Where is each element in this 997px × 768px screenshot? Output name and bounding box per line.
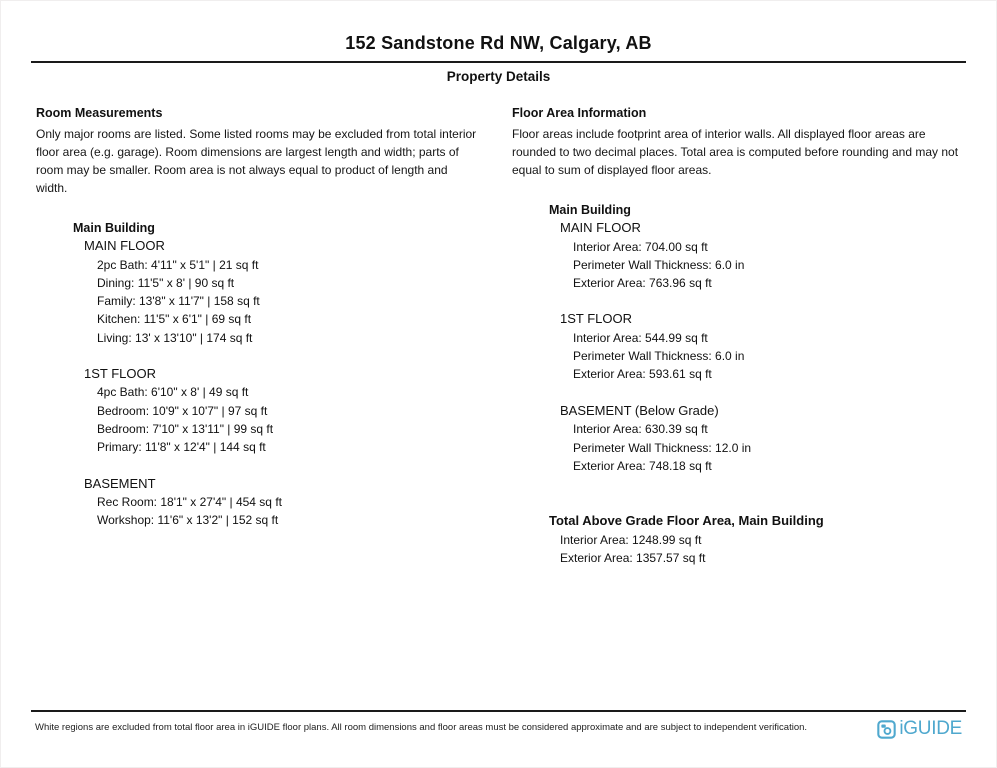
floor-group-1st-floor <box>84 365 477 457</box>
area-item: Exterior Area: 593.61 sq ft <box>573 367 712 382</box>
area-item: Perimeter Wall Thickness: 12.0 in <box>573 440 752 455</box>
room-item: Bedroom: 10'9" x 10'7" | 97 sq ft <box>97 403 268 418</box>
floor-name: BASEMENT <box>84 475 156 491</box>
room-measurements-heading: Room Measurements <box>36 106 163 120</box>
content-columns <box>36 105 966 567</box>
area-item: Interior Area: 630.39 sq ft <box>573 422 708 437</box>
floor-area-description: Floor areas include footprint area of interior walls. All displayed floor areas are rounded to two decimal places. Total area is computed before rounding and may not equal to sum of displayed floor areas. <box>512 127 959 177</box>
area-group-basement <box>560 402 966 475</box>
area-item: Interior Area: 704.00 sq ft <box>573 239 708 254</box>
iguide-camera-icon <box>877 720 896 739</box>
floor-area-heading: Floor Area Information <box>512 106 647 120</box>
area-group-main-floor <box>560 219 966 292</box>
floor-area-building <box>549 201 966 475</box>
room-item: Workshop: 11'6" x 13'2" | 152 sq ft <box>97 513 279 528</box>
header-divider <box>31 61 966 63</box>
area-item: Interior Area: 544.99 sq ft <box>573 330 708 345</box>
page-subtitle: Property Details <box>446 69 551 84</box>
room-item: Kitchen: 11'5" x 6'1" | 69 sq ft <box>97 312 252 327</box>
room-measurements-building <box>73 219 477 530</box>
floor-name: BASEMENT (Below Grade) <box>560 402 719 418</box>
area-item: Perimeter Wall Thickness: 6.0 in <box>573 257 745 272</box>
floor-area-section <box>512 105 966 567</box>
building-name: Main Building <box>73 221 155 235</box>
room-item: Rec Room: 18'1" x 27'4" | 454 sq ft <box>97 495 282 510</box>
room-item: 2pc Bath: 4'11" x 5'1" | 21 sq ft <box>97 257 259 272</box>
total-above-grade-block <box>549 512 966 567</box>
floor-name: MAIN FLOOR <box>560 220 641 235</box>
room-item: Primary: 11'8" x 12'4" | 144 sq ft <box>97 440 266 455</box>
room-item: Living: 13' x 13'10" | 174 sq ft <box>97 330 253 345</box>
document-footer <box>31 710 966 739</box>
area-item: Exterior Area: 748.18 sq ft <box>573 458 712 473</box>
area-item: Exterior Area: 763.96 sq ft <box>573 276 712 291</box>
building-name: Main Building <box>549 203 631 217</box>
floor-name: MAIN FLOOR <box>84 238 165 253</box>
room-item: Dining: 11'5" x 8' | 90 sq ft <box>97 275 235 290</box>
room-item: Bedroom: 7'10" x 13'11" | 99 sq ft <box>97 422 274 437</box>
iguide-logo <box>877 719 962 739</box>
page-title: 152 Sandstone Rd NW, Calgary, AB <box>345 33 652 53</box>
room-measurements-description: Only major rooms are listed. Some listed rooms may be excluded from total interior floor area (e.g. garage). Room dimensions are largest length and width; parts of room may be smaller. Room area is not always equal to product of length and width. <box>36 127 477 195</box>
floor-group-main-floor <box>84 237 477 347</box>
floor-name: 1ST FLOOR <box>560 311 633 327</box>
room-item: Family: 13'8" x 11'7" | 158 sq ft <box>97 294 260 309</box>
total-item: Interior Area: 1248.99 sq ft <box>560 532 702 547</box>
floor-name: 1ST FLOOR <box>84 365 157 381</box>
total-heading: Total Above Grade Floor Area, Main Building <box>549 513 824 529</box>
room-measurements-section <box>36 105 477 567</box>
room-item: 4pc Bath: 6'10" x 8' | 49 sq ft <box>97 385 249 400</box>
area-item: Perimeter Wall Thickness: 6.0 in <box>573 349 745 364</box>
area-group-1st-floor <box>560 310 966 383</box>
iguide-logo-text: iGUIDE <box>899 718 962 739</box>
document-header <box>1 1 996 85</box>
disclaimer-text: White regions are excluded from total floor area in iGUIDE floor plans. All room dimensions and floor areas must be considered approximate and are subject to independent verification. <box>35 722 808 733</box>
floor-group-basement <box>84 475 477 530</box>
total-item: Exterior Area: 1357.57 sq ft <box>560 550 706 565</box>
